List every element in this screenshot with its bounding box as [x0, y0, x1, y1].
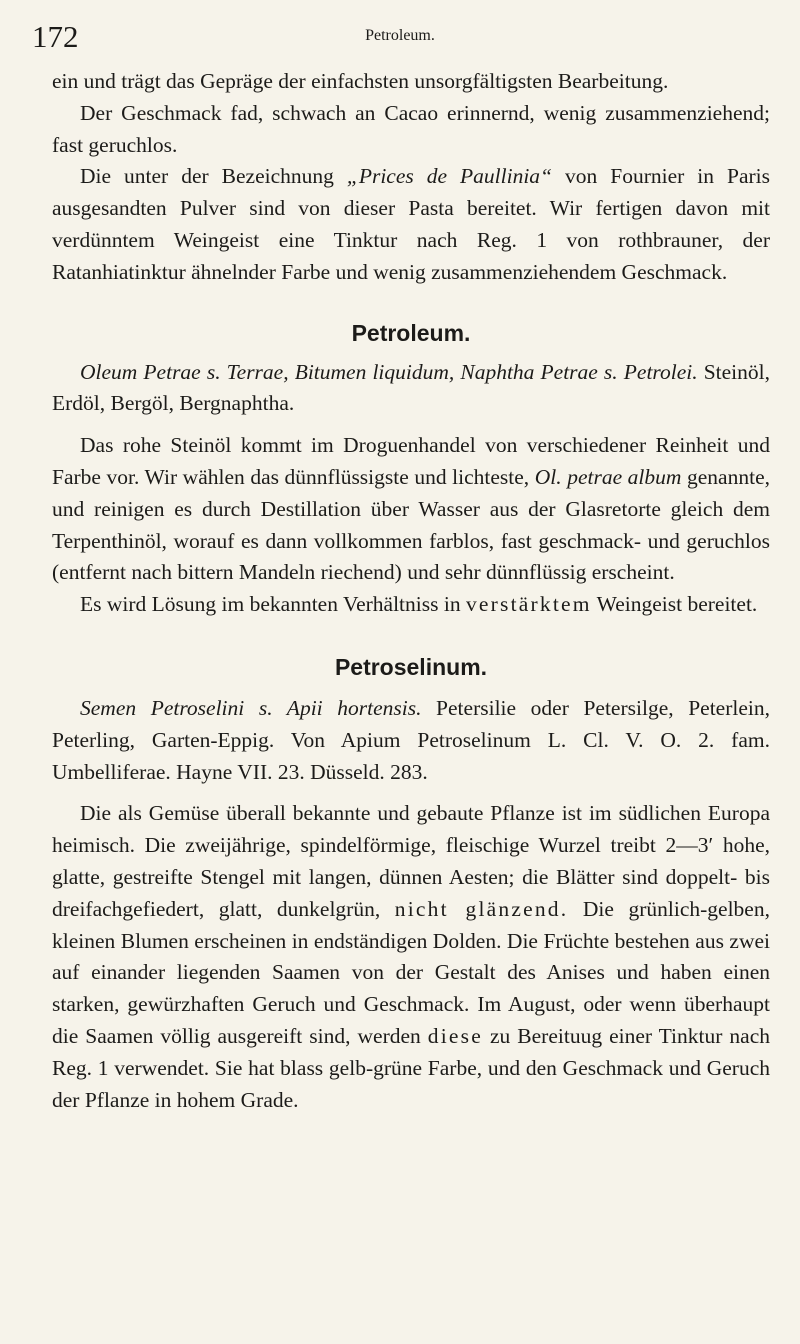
petroselinum-latin-names: Semen Petroselini s. Apii hortensis.	[80, 695, 422, 720]
ol-petrae-album-term: Ol. petrae album	[534, 464, 682, 489]
cacao-paragraph-1: ein und trägt das Gepräge der einfachsten unsorgfältigsten Bearbeitung.	[52, 69, 669, 93]
petroselinum-paragraph-1	[52, 798, 770, 1116]
petroleum-paragraph-1	[52, 430, 770, 589]
paullinia-term: „Prices de Paullinia“	[346, 164, 553, 189]
petroselinum-p1-start: Die als Gemüse überall bekannte und gebaute Pflanze ist im südlichen Europa heimisch. Die zweijährige, spindelförmige, fleischige Wurzel treibt 2—3′ hohe, glatte, gestreifte Stengel mit langen, dünnen Aesten; die Blätter sind doppelt- bis dreifachgefiedert, glatt, dunkelgrün,	[52, 801, 770, 921]
running-head: Petroleum.	[365, 27, 435, 44]
cacao-paragraph-3	[52, 161, 770, 288]
petroselinum-p1-end: zu Bereituug einer Tinktur nach Reg. 1 verwendet. Sie hat blass gelb-grüne Farbe, und den Geschmack und Geruch der Pflanze in hohem Grade.	[52, 1023, 770, 1112]
page-number: 172	[32, 19, 79, 54]
petroleum-paragraph-2	[52, 589, 770, 621]
petroleum-german-names: Steinöl, Erdöl, Bergöl, Bergnaphtha.	[52, 359, 771, 416]
petroleum-latin-names: Oleum Petrae s. Terrae, Bitumen liquidum, Naphtha Petrae s. Petrolei.	[80, 359, 698, 384]
paragraph-gap	[52, 788, 770, 798]
diese-emphasis: diese	[427, 1023, 483, 1048]
petroselinum-german-names: Petersilie oder Petersilge, Peterlein, Peterling, Garten-Eppig. Von Apium Petroselinum L. Cl. V. O. 2. fam. Umbelliferae. Hayne VII. 23. Düsseld. 283.	[52, 695, 770, 784]
petroselinum-synonyms	[52, 693, 770, 788]
page-body	[52, 66, 770, 1116]
nicht-glaenzend-emphasis: nicht glänzend.	[394, 896, 569, 921]
verstaerktem-emphasis: verstärktem	[465, 592, 592, 617]
cacao-paragraph-2: Der Geschmack fad, schwach an Cacao erinnernd, wenig zusammenziehend; fast geruchlos.	[52, 100, 770, 157]
petroleum-p2-end: Weingeist bereitet.	[591, 592, 758, 617]
petroleum-heading: Petroleum.	[351, 319, 471, 346]
page-header	[0, 20, 800, 54]
petroleum-p2-start: Es wird Lösung im bekannten Verhältniss in	[80, 592, 466, 617]
petroleum-p1-end: genannte, und reinigen es durch Destillation über Wasser aus der Glasretorte gleich dem Terpenthinöl, worauf es dann vollkommen farblos, fast geschmack- und geruchlos (entfernt nach bittern Mandeln riechend) und sehr dünnflüssig erscheint.	[52, 464, 770, 585]
petroleum-p1-start: Das rohe Steinöl kommt im Droguenhandel von verschiedener Reinheit und Farbe vor. Wir wählen das dünnflüssigste und lichteste,	[52, 433, 770, 489]
petroselinum-p1-mid: Die grünlich-gelben, kleinen Blumen erscheinen in endständigen Dolden. Die Früchte bestehen aus zwei auf einander liegenden Saamen von der Gestalt des Anises und haben einen starken, gewürzhaften Geruch und Geschmack. Im August, oder wenn überhaupt die Saamen völlig ausgereift sind, werden	[52, 896, 770, 1048]
cacao-p3-start: Die unter der Bezeichnung	[80, 164, 347, 189]
cacao-p3-end: von Fournier in Paris ausgesandten Pulver sind von dieser Pasta bereitet. Wir fertigen davon mit verdünntem Weingeist eine Tinktur nach Reg. 1 von rothbrauner, der Ratanhiatinktur ähnelnder Farbe und wenig zusammenziehendem Geschmack.	[52, 164, 770, 284]
petroselinum-heading: Petroselinum.	[334, 653, 488, 680]
paragraph-gap	[52, 420, 770, 430]
petroleum-synonyms	[52, 357, 770, 421]
